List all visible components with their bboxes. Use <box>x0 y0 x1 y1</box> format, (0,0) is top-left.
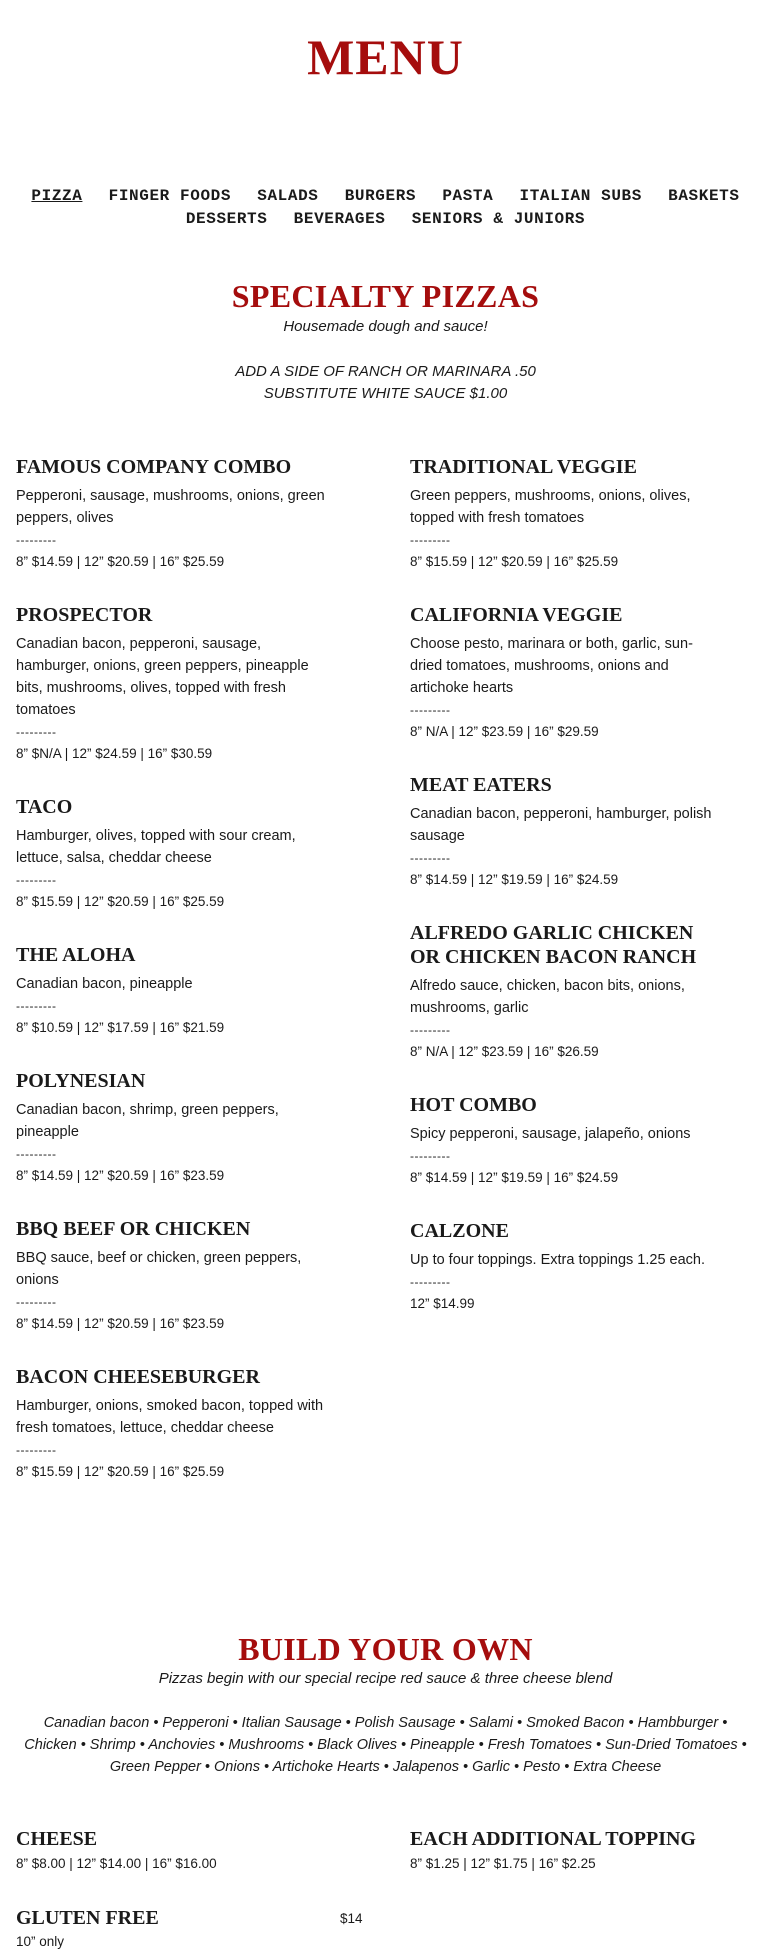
menu-item-separator: --------- <box>410 703 451 717</box>
side-sauce-note: ADD A SIDE OF RANCH OR MARINARA .50 <box>235 363 536 380</box>
menu-item-name: PROSPECTOR <box>16 604 153 626</box>
nav-item-pizza[interactable]: PIZZA <box>31 187 83 205</box>
menu-item-price: 8” $14.59 | 12” $19.59 | 16” $24.59 <box>410 872 619 887</box>
menu-item <box>410 921 720 1063</box>
menu-item-name: POLYNESIAN <box>16 1070 146 1092</box>
menu-item-description: Alfredo sauce, chicken, bacon bits, onions, mushrooms, garlic <box>410 978 685 1016</box>
white-sauce-note: SUBSTITUTE WHITE SAUCE $1.00 <box>263 385 508 402</box>
specialty-column-left <box>16 455 326 1513</box>
nav-item-desserts[interactable]: DESSERTS <box>185 210 268 228</box>
menu-item-separator: --------- <box>16 999 57 1013</box>
menu-item-separator: --------- <box>16 873 57 887</box>
menu-item-description: Hamburger, onions, smoked bacon, topped with fresh tomatoes, lettuce, cheddar cheese <box>16 1398 324 1436</box>
cheese-pizza-name: CHEESE <box>16 1828 98 1850</box>
nav-item-baskets[interactable]: BASKETS <box>668 187 740 205</box>
nav-item-burgers[interactable]: BURGERS <box>344 187 417 205</box>
menu-item-price: 8” $14.59 | 12” $20.59 | 16” $23.59 <box>16 1316 225 1331</box>
menu-item-name: THE ALOHA <box>16 944 136 966</box>
menu-item-name: MEAT EATERS <box>410 774 552 796</box>
gluten-free-name: GLUTEN FREE <box>16 1907 159 1929</box>
menu-item-separator: --------- <box>16 1295 57 1309</box>
specialty-title: SPECIALTY PIZZAS <box>231 278 540 314</box>
menu-item-description: Canadian bacon, pepperoni, sausage, hamburger, onions, green peppers, pineapple bits, mushrooms, olives, topped with fresh tomatoes <box>16 636 309 718</box>
menu-item-name: TACO <box>16 796 73 818</box>
menu-item-separator: --------- <box>16 725 57 739</box>
menu-item-name: CALZONE <box>410 1220 509 1242</box>
menu-item-description: Up to four toppings. Extra toppings 1.25 each. <box>410 1252 706 1268</box>
menu-item-description: Green peppers, mushrooms, onions, olives, topped with fresh tomatoes <box>410 488 691 526</box>
menu-item-description: Hamburger, olives, topped with sour cream, lettuce, salsa, cheddar cheese <box>16 828 296 866</box>
menu-item-description: BBQ sauce, beef or chicken, green peppers, onions <box>16 1250 302 1288</box>
menu-item <box>16 603 326 765</box>
menu-item-price: 8” N/A | 12” $23.59 | 16” $26.59 <box>410 1044 599 1059</box>
menu-item-price: 12” $14.99 <box>410 1296 475 1311</box>
menu-item <box>16 795 326 913</box>
menu-item-name: BACON CHEESEBURGER <box>16 1366 260 1388</box>
cheese-pizza-price: 8” $8.00 | 12” $14.00 | 16” $16.00 <box>16 1856 217 1871</box>
menu-category-nav <box>20 185 751 231</box>
additional-topping-name: EACH ADDITIONAL TOPPING <box>410 1828 696 1850</box>
specialty-column-right <box>410 455 720 1345</box>
nav-item-salads[interactable]: SALADS <box>257 187 319 205</box>
menu-item-name: CALIFORNIA VEGGIE <box>410 604 623 626</box>
nav-item-italian-subs[interactable]: ITALIAN SUBS <box>519 187 642 205</box>
menu-item-description: Canadian bacon, pepperoni, hamburger, polish sausage <box>410 806 712 844</box>
menu-item-name: FAMOUS COMPANY COMBO <box>16 456 292 478</box>
menu-item-price: 8” $10.59 | 12” $17.59 | 16” $21.59 <box>16 1020 225 1035</box>
menu-item-name: TRADITIONAL VEGGIE <box>410 456 637 478</box>
menu-item-separator: --------- <box>16 1443 57 1457</box>
menu-item-description: Canadian bacon, shrimp, green peppers, pineapple <box>16 1102 279 1140</box>
byo-subtitle: Pizzas begin with our special recipe red sauce & three cheese blend <box>158 1670 613 1687</box>
nav-item-seniors-juniors[interactable]: SENIORS & JUNIORS <box>411 210 586 228</box>
menu-item-separator: --------- <box>410 1023 451 1037</box>
page-title: MENU <box>307 29 464 85</box>
menu-item <box>16 943 326 1039</box>
specialty-subtitle: Housemade dough and sauce! <box>283 318 488 335</box>
menu-item-description: Pepperoni, sausage, mushrooms, onions, green peppers, olives <box>16 488 325 526</box>
menu-item-name: ALFREDO GARLIC CHICKEN OR CHICKEN BACON RANCH <box>410 922 697 968</box>
menu-item-price: 8” $14.59 | 12” $20.59 | 16” $23.59 <box>16 1168 225 1183</box>
nav-item-pasta[interactable]: PASTA <box>442 187 494 205</box>
menu-item-price: 8” $N/A | 12” $24.59 | 16” $30.59 <box>16 746 213 761</box>
menu-item-separator: --------- <box>410 1275 451 1289</box>
menu-item-price: 8” $14.59 | 12” $20.59 | 16” $25.59 <box>16 554 225 569</box>
menu-item <box>410 773 720 891</box>
menu-item <box>16 1217 326 1335</box>
menu-item-description: Choose pesto, marinara or both, garlic, sun-dried tomatoes, mushrooms, onions and artichoke hearts <box>410 636 693 696</box>
menu-item-price: 8” $15.59 | 12” $20.59 | 16” $25.59 <box>16 894 225 909</box>
menu-item-name: BBQ BEEF OR CHICKEN <box>16 1218 251 1240</box>
menu-item-separator: --------- <box>16 1147 57 1161</box>
menu-item <box>410 603 720 743</box>
menu-item-separator: --------- <box>16 533 57 547</box>
menu-item <box>410 1219 720 1315</box>
topping-list: Canadian bacon • Pepperoni • Italian Sausage • Polish Sausage • Salami • Smoked Bacon • Hambburger • Chicken • Shrimp • Anchovies • Mushrooms • Black Olives • Pineapple • Fresh Tomatoes • Sun-Dried Tomatoes • Green Pepper • Onions • Artichoke Hearts • Jalapenos • Garlic • Pesto • Extra Cheese <box>24 1715 747 1775</box>
menu-item-price: 8” N/A | 12” $23.59 | 16” $29.59 <box>410 724 599 739</box>
menu-item <box>16 455 326 573</box>
menu-item-separator: --------- <box>410 851 451 865</box>
menu-item-description: Spicy pepperoni, sausage, jalapeño, onions <box>410 1126 691 1142</box>
nav-item-finger-foods[interactable]: FINGER FOODS <box>108 187 232 205</box>
nav-item-beverages[interactable]: BEVERAGES <box>293 210 386 228</box>
menu-item-price: 8” $14.59 | 12” $19.59 | 16” $24.59 <box>410 1170 619 1185</box>
menu-item-separator: --------- <box>410 1149 451 1163</box>
menu-item <box>16 1069 326 1187</box>
byo-title: BUILD YOUR OWN <box>238 1631 533 1667</box>
menu-item <box>410 1093 720 1189</box>
menu-item-separator: --------- <box>410 533 451 547</box>
menu-item-name: HOT COMBO <box>410 1094 537 1116</box>
gluten-free-price: $14 <box>340 1911 363 1926</box>
menu-item <box>16 1365 326 1483</box>
menu-item-price: 8” $15.59 | 12” $20.59 | 16” $25.59 <box>410 554 619 569</box>
menu-item <box>410 455 720 573</box>
gluten-free-note: 10” only <box>16 1934 65 1949</box>
additional-topping-price: 8” $1.25 | 12” $1.75 | 16” $2.25 <box>410 1856 596 1871</box>
menu-item-description: Canadian bacon, pineapple <box>16 976 193 992</box>
menu-item-price: 8” $15.59 | 12” $20.59 | 16” $25.59 <box>16 1464 225 1479</box>
